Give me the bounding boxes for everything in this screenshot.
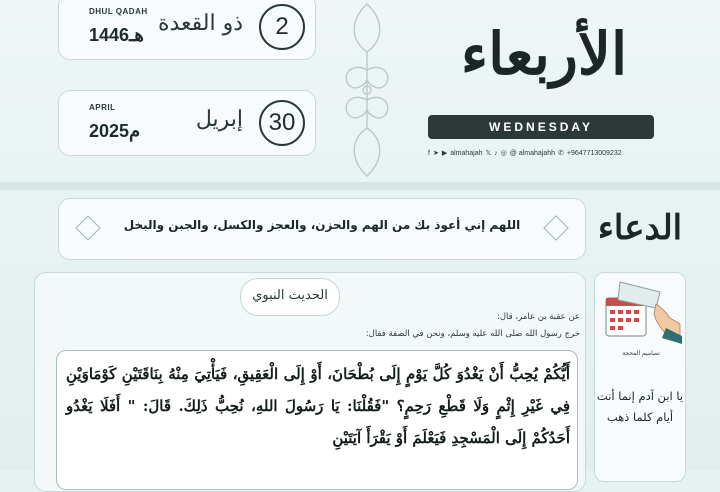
day-name-arabic: الأربعاء	[460, 20, 628, 88]
hijri-month-english: DHUL QADAH	[89, 7, 148, 16]
social-links	[428, 146, 658, 160]
social-handle-primary[interactable]: almahajah	[450, 149, 483, 157]
hijri-month-arabic: ذو القعدة	[157, 11, 243, 36]
designer-caption: تصاميم المحجة	[622, 350, 660, 357]
gregorian-year: 2025م	[89, 121, 141, 141]
gregorian-day-number: 30	[259, 100, 305, 146]
instagram-icon[interactable]: ◎	[500, 150, 507, 157]
day-name-english: WEDNESDAY	[428, 115, 654, 139]
hijri-date-card	[58, 0, 316, 60]
social-handle-secondary[interactable]: @ almahajahh	[509, 149, 556, 157]
dua-title: الدعاء	[597, 208, 683, 248]
wisdom-quote: يا ابن آدم إنما أنت أيام كلما ذهب	[596, 389, 684, 424]
whatsapp-number[interactable]: +9647713009232	[566, 149, 622, 157]
gregorian-month-english: APRIL	[89, 103, 116, 112]
telegram-icon[interactable]: ➤	[432, 150, 439, 157]
hadith-narrator: عن عقبة بن عامر، قال:	[496, 312, 580, 322]
calendar-hand-icon	[600, 278, 682, 346]
hijri-day-number: 2	[259, 4, 305, 50]
hadith-title: الحديث النبوي	[240, 278, 340, 316]
dua-text: اللهم إني أعوذ بك من الهم والحزن، والعجز والكسل، والجبن والبخل	[123, 218, 521, 232]
x-icon[interactable]: 𝕏	[485, 150, 492, 157]
floral-ornament-icon	[330, 0, 404, 180]
hadith-text: أَيُّكُمْ يُحِبُّ أَنْ يَغْدُوَ كُلَّ يَوْمٍ إِلَى بُطْحَانَ، أَوْ إِلَى الْعَقِيقِ، فَيَأْتِيَ مِنْهُ بِنَاقَتَيْنِ كَوْمَاوَيْنِ فِي غَيْرِ إِثْمٍ وَلَا قَطْعِ رَحِمٍ؟ "فَقُلْنَا: يَا رَسُولَ اللهِ، نُحِبُّ ذَلِكَ. قَالَ: " أَفَلَا يَغْدُو أَحَدُكُمْ إِلَى الْمَسْجِدِ فَيَعْلَمَ أَوْ يَقْرَأَ آيَتَيْنِ	[66, 365, 570, 447]
youtube-icon[interactable]: ▶	[441, 150, 448, 157]
tiktok-icon[interactable]: ♪	[494, 149, 498, 157]
hijri-year: 1446هـ	[89, 25, 144, 45]
gregorian-month-arabic: إبريل	[195, 107, 243, 132]
diamond-ornament-icon	[543, 215, 568, 240]
whatsapp-icon[interactable]: ✆	[558, 150, 564, 157]
gregorian-date-card	[58, 90, 316, 156]
section-divider	[0, 182, 720, 190]
facebook-icon[interactable]: f	[428, 149, 430, 157]
hadith-intro: خرج رسول الله صلى الله عليه وسلم، ونحن في الصفة فقال:	[365, 329, 580, 339]
diamond-ornament-icon	[75, 215, 100, 240]
